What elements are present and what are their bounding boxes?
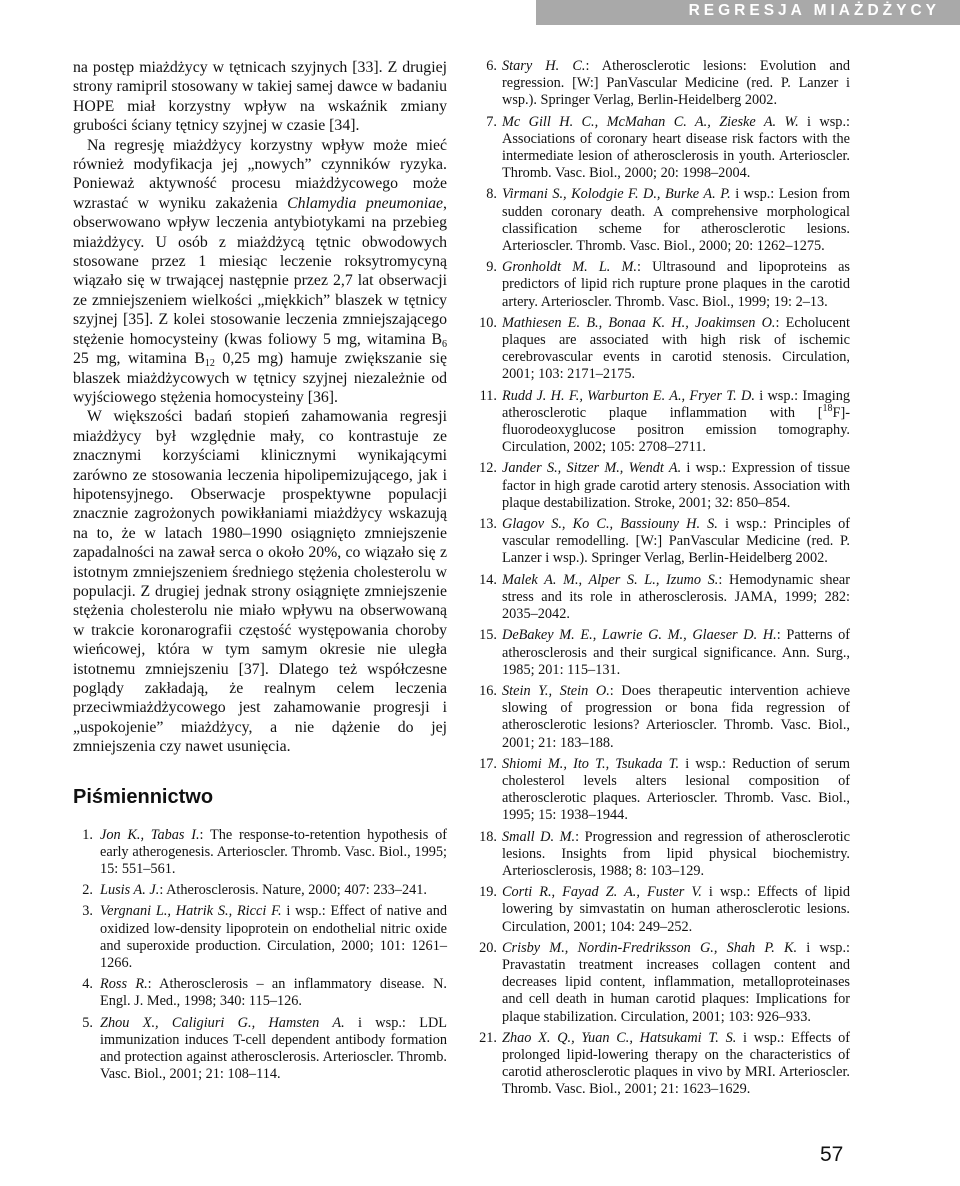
reference-number: 2. (82, 882, 93, 899)
reference-text: : Patterns of atherosclerosis and their surgical significance. Ann. Surg., 1985; 201: 115–131. (502, 627, 850, 678)
reference-item (479, 314, 850, 384)
body-text: , obserwowano wpływ leczenia antybiotykami na przebieg miażdżycy. U osób z miażdżycą tętnic obwodowych stosowane przez 1 miesiąc leczenie roksytromycyną wiązało się w trwającej następnie przez 2,7 lat obserwacji ze zmniejszeniem wielkości „miękkich” blaszek w tętnicy szyjnej [35]. Z kolei stosowanie leczenia zmniejszającego stężenie homocysteiny (kwas foliowy 5 mg, witamina B (73, 194, 447, 348)
reference-authors: Shiomi M., Ito T., Tsukada T. (502, 755, 680, 772)
reference-text: i wsp.: Pravastatin treatment increases collagen content and decreases lipid content, inflammation, metalloproteinases and cell death in human carotid plaques: Implications for plaque stabilization. Circulation, 2001; 103: 926–933. (502, 939, 850, 1025)
reference-text: i wsp.: Expression of tissue factor in high grade carotid artery stenosis. Association with plaque destabilization. Stroke, 2001; 32: 850–854. (502, 460, 850, 511)
reference-number: 8. (486, 186, 497, 203)
reference-authors: Virmani S., Kolodgie F. D., Burke A. P. (502, 186, 731, 203)
reference-item (479, 387, 850, 457)
reference-item (479, 828, 850, 881)
reference-number: 3. (82, 903, 93, 920)
reference-number: 6. (486, 58, 497, 74)
reference-number: 18. (479, 828, 497, 845)
reference-authors: Malek A. M., Alper S. L., Izumo S. (502, 571, 719, 588)
reference-authors: Stary H. C. (502, 58, 586, 74)
reference-authors: Lusis A. J. (100, 882, 160, 899)
body-text: W większości badań stopień zahamowania regresji miażdżycy był względnie mały, co kontrastuje ze znacznymi korzyściami klinicznymi wynikającymi zarówno ze stosowania leczenia hipolipemizującego, jak i hipotensyjnego. Obserwacje prospektywne populacji znacznie zagrożonych powikłaniami miażdżycy wskazują na to, że w latach 1980–1990 osiągnięto zmniejszenie zapadalności na zawał serca o około 20%, co wiązało się z istotnym zmniejszeniem średniego stężenia cholesterolu w populacji. Z drugiej jednak strony osiągnięte zmniejszenie stężenia cholesterolu nie miało wpływu na obserwowaną w trakcie koronarografii częstość występowania choroby wieńcowej, która w tym samym okresie nie uległa istotnemu zmniejszeniu [37]. Dlatego też współczesne poglądy zakładają, że realnym celem leczenia przeciwmiażdżycowego jest zahamowanie progresji i „uspokojenie” miażdżycy, a nie dążenie do jej zmniejszenia czy nawet usunięcia. (73, 408, 447, 756)
reference-number: 10. (479, 314, 497, 331)
reference-number: 11. (479, 387, 497, 404)
reference-authors: Zhao X. Q., Yuan C., Hatsukami T. S. (502, 1029, 737, 1046)
reference-text: : Progression and regression of atherosclerotic lesions. Insights from lipid physical biochemistry. Arteriosclerosis, 1988; 8: 103–129. (502, 828, 850, 879)
reference-authors: Stein Y., Stein O. (502, 682, 610, 699)
reference-text: i wsp.: Imaging atherosclerotic plaque inflammation with [ (502, 387, 850, 421)
reference-authors: Crisby M., Nordin-Fredriksson G., Shah P. K. (502, 939, 798, 956)
reference-item (73, 976, 447, 1010)
reference-text: i wsp.: Reduction of serum cholesterol levels alters lesional composition of atherosclerotic plaques. Arterioscler. Thromb. Vasc. Biol., 1995; 15: 1938–1944. (502, 755, 850, 824)
subscript: 12 (204, 358, 215, 370)
species-name: Chlamydia pneumoniae (287, 194, 444, 212)
reference-authors: Mc Gill H. C., McMahan C. A., Zieske A. W. (502, 113, 799, 130)
right-column (479, 58, 851, 1103)
reference-text: F]-fluorodeoxyglucose positron emission tomography. Circulation, 2002; 105: 2708–2711. (502, 404, 850, 456)
body-text: 0,25 mg) hamuje zwiększanie się blaszek miażdżycowych w tętnicy szyjnej niezależnie od wyjściowego stężenia homocysteiny [36]. (73, 350, 447, 406)
running-header-bar (536, 0, 960, 25)
reference-text: i wsp.: Effect of native and oxidized low-density lipoprotein on endothelial nitric oxide and superoxide production. Circulation, 2000; 101: 1261–1266. (100, 903, 447, 972)
reference-item (485, 259, 850, 311)
reference-item (485, 114, 850, 183)
reference-authors: Small D. M. (502, 828, 576, 845)
reference-number: 5. (82, 1014, 93, 1031)
reference-text: : Atherosclerosis – an inflammatory disease. N. Engl. J. Med., 1998; 340: 115–126. (100, 976, 447, 1010)
reference-text: i wsp.: LDL immunization induces T-cell dependent antibody formation and protection against atherosclerosis. Arterioscler. Thromb. Vasc. Biol., 2001; 21: 108–114. (100, 1014, 448, 1083)
reference-number: 17. (479, 755, 497, 772)
reference-item (479, 516, 850, 568)
reference-authors: Vergnani L., Hatrik S., Ricci F. (100, 903, 282, 920)
body-paragraph (73, 407, 447, 756)
body-text: na postęp miażdżycy w tętnicach szyjnych [33]. Z drugiej strony ramipril stosowany w takiej samej dawce w badaniu HOPE miał korzystny wpływ na wskaźnik zmiany grubości ściany tętnicy szyjnej w czasie [34]. (73, 59, 447, 135)
reference-text: i wsp.: Associations of coronary heart disease risk factors with the intermediate lesion of atherosclerosis in youth. Arterioscler. Thromb. Vasc. Biol., 2000; 20: 1998–2004. (502, 113, 850, 182)
reference-item (485, 186, 850, 255)
body-paragraph (73, 136, 447, 408)
reference-authors: Corti R., Fayad Z. A., Fuster V. (502, 884, 702, 901)
reference-text: : Echolucent plaques are associated with high risk of ischemic cerebrovascular events in carotid stenosis. Circulation, 2001; 103: 2171–2175. (502, 314, 850, 383)
reference-authors: Ross R. (100, 976, 148, 993)
reference-text: i wsp.: Effects of prolonged lipid-lowering therapy on the characteristics of carotid atherosclerotic plaques in vivo by MRI. Arterioscler. Thromb. Vasc. Biol., 2001; 21: 1623–1629. (502, 1029, 850, 1098)
reference-number: 9. (486, 259, 497, 276)
reference-text: i wsp.: Effects of lipid lowering by simvastatin on human atherosclerotic lesions. Circulation, 2001; 104: 249–252. (502, 884, 850, 935)
reference-number: 12. (479, 460, 497, 477)
reference-number: 14. (479, 571, 497, 588)
reference-text: : Does therapeutic intervention achieve slowing of progression or bona fida regression of atherosclerotic lesions? Arterioscler. Thromb. Vasc. Biol., 2001; 21: 183–188. (502, 682, 850, 751)
reference-number: 19. (479, 884, 497, 901)
page-number: 57 (820, 1143, 844, 1166)
reference-number: 13. (479, 516, 497, 533)
reference-authors: Mathiesen E. B., Bonaa K. H., Joakimsen O. (502, 314, 776, 331)
reference-item (479, 627, 850, 679)
reference-list (73, 827, 447, 1084)
references-heading: Piśmiennictwo (73, 785, 214, 808)
reference-text: i wsp.: Principles of vascular remodelling. [W:] PanVascular Medicine (red. P. Lanzer i wsp.). Springer Verlag, Berlin-Heidelberg 2002. (502, 516, 850, 567)
body-paragraph (73, 58, 447, 136)
reference-authors: Rudd J. H. F., Warburton E. A., Fryer T. D. (502, 387, 755, 404)
body-text: 25 mg, witamina B (73, 350, 205, 368)
reference-item (479, 755, 850, 825)
reference-authors: DeBakey M. E., Lawrie G. M., Glaeser D. H. (502, 627, 777, 644)
reference-authors: Gronholdt M. L. M. (502, 259, 638, 276)
reference-item (73, 827, 447, 879)
reference-authors: Zhou X., Caligiuri G., Hamsten A. (100, 1014, 345, 1031)
reference-authors: Jander S., Sitzer M., Wendt A. (502, 460, 682, 477)
reference-text: i wsp.: Lesion from sudden coronary death. A comprehensive morphological classification scheme for atherosclerotic lesions. Arterioscler. Thromb. Vasc. Biol., 2000; 20: 1262–1275. (502, 186, 850, 255)
reference-text: : Atherosclerosis. Nature, 2000; 407: 233–241. (159, 882, 427, 899)
reference-item (479, 939, 850, 1026)
reference-text: : The response-to-retention hypothesis of early atherogenesis. Arterioscler. Thromb. Vasc. Biol., 1995; 15: 551–561. (100, 826, 447, 878)
subscript: 6 (442, 338, 447, 350)
running-header-title: REGRESJA MIAŻDŻYCY (688, 2, 940, 19)
reference-text: : Atherosclerotic lesions: Evolution and regression. [W:] PanVascular Medicine (red. P. Lanzer i wsp.). Springer Verlag, Berlin-Heidelberg 2002. (502, 58, 850, 109)
reference-item (479, 884, 850, 936)
reference-authors: Glagov S., Ko C., Bassiouny H. S. (502, 516, 718, 533)
reference-item (73, 903, 447, 972)
superscript: 18 (822, 403, 833, 415)
reference-number: 7. (486, 113, 497, 130)
reference-number: 21. (479, 1029, 497, 1046)
reference-item (479, 460, 850, 512)
reference-number: 20. (479, 939, 497, 956)
reference-text: : Ultrasound and lipoproteins as predictors of lipid rich rupture prone plaques in the carotid artery. Arterioscler. Thromb. Vasc. Biol., 1999; 19: 2–13. (502, 259, 851, 310)
reference-number: 16. (479, 682, 497, 699)
reference-item (73, 1015, 447, 1084)
reference-authors: Jon K., Tabas I. (100, 826, 200, 843)
reference-item (479, 682, 850, 752)
reference-number: 4. (82, 976, 93, 993)
body-text: Na regresję miażdżycy korzystny wpływ może mieć również modyfikacja jej „nowych” czynników ryzyka. Ponieważ aktywność procesu miażdżycowego może wzrastać w wyniku zakażenia (73, 136, 447, 212)
reference-number: 1. (82, 826, 93, 843)
reference-list (479, 58, 851, 1099)
reference-item (73, 882, 447, 899)
reference-item (479, 571, 850, 624)
reference-number: 15. (479, 627, 497, 644)
left-column (73, 58, 447, 1087)
reference-text: : Hemodynamic shear stress and its role in atherosclerosis. JAMA, 1999; 282: 2035–2042. (502, 571, 850, 623)
reference-item (485, 58, 850, 110)
reference-item (479, 1029, 850, 1099)
